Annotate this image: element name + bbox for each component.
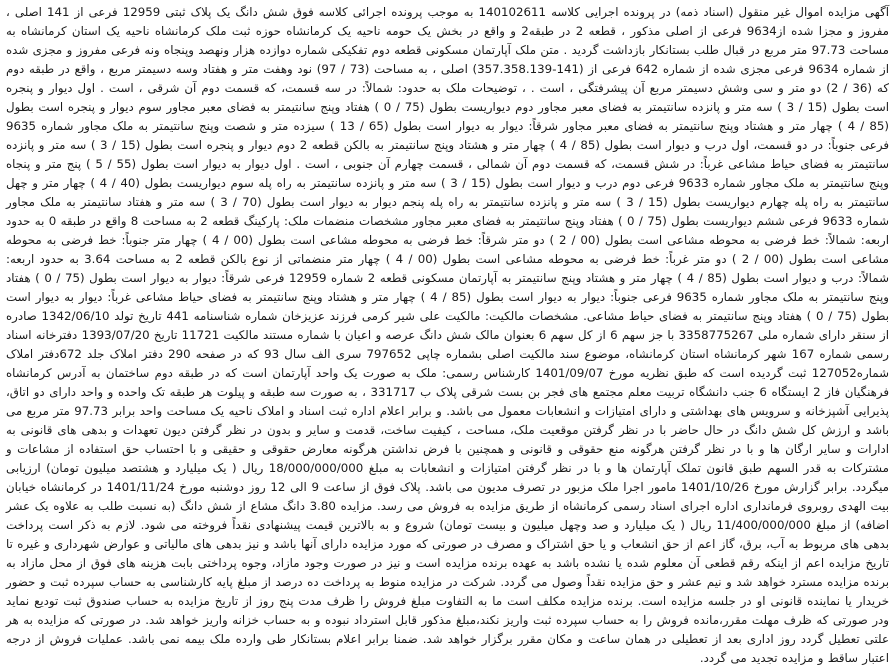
auction-notice-text: آگهی مزایده اموال غیر منقول (اسناد ذمه) در پرونده اجرایی کلاسه 140102611 به موجب پرونده اجرائی کلاسه فوق شش دانگ یک پلاک ثبتی 12959 فرعی از 141 اصلی ، مفروز و مجزا شده از9634 فرعی از اصلی مذکور ، قطعه 2 در طبقه2 و واقع در بخش یک حومه ناحیه یک کرمانشاه حوزه ثبت ملک کرمانشاه ناحیه یک استان کرمانشاه به مساحت 97.73 متر مربع در قبال طلب بستانکار بازداشت گردید . متن ملک آپارتمان مسکونی قطعه دوم تفکیکی شماره دوازده هزار ونهصد وپنجاه ونه فرعی مفروز و مجزی شده از شماره 9634 فرعی مجزی شده از شماره 642 فرعی از (141-357.358.139) اصلی ، به مساحت (73 / 97) نود وهفت متر و هفتاد وسه دسیمتر مربع ، واقع در طبقه دوم که (36 / 2) دو متر و سی وشش دسیمتر مربع آن پیشرفتگی ، است . ، توضیحات ملک به حدود: شمالاً: در سه قسمت، که قسمت دوم آن شرقی ، است . اول دیوار و پنجره است بطول (15 / 3 ) سه متر و پانزده سانتیمتر به فضای معبر مجاور دوم دیواریست بطول (75 / 0 ) هفتاد وپنج سانتیمتر به فضای معبر مجاور سوم دیوار و پنجره است بطول (85 / 4 ) چهار متر و هشتاد وپنج سانتیمتر به فضای معبر مجاور شرقاً: دیوار به دیوار است بطول (65 / 13 ) سیزده متر و شصت وپنج سانتیمتر به ملک مجاور شماره 9635 فرعی جنوباً: در دو قسمت، اول درب و دیوار است بطول (85 / 4 ) چهار متر و هشتاد وپنج سانتیمتر به بالکن قطعه 2 دوم دیوار و پنجره است بطول (15 / 3 ) سه متر و پانزده سانتیمتر به فضای حیاط مشاعی غرباً: در شش قسمت، که قسمت دوم آن شمالی ، قسمت چهارم آن جنوبی ، است . اول دیوار به دیوار است بطول (55 / 5 ) پنج متر و پنجاه وپنج سانتیمتر به ملک مجاور شماره 9633 فرعی دوم درب و دیوار است بطول (15 / 3 ) سه متر و پانزده سانتیمتر به راه پله سوم دیواریست بطول (40 / 4 ) چهار متر و چهل سانتیمتر به راه پله چهارم دیواریست بطول (15 / 3 ) سه متر و پانزده سانتیمتر به راه پله پنجم دیوار به دیوار است بطول (70 / 3 ) سه متر و هفتاد سانتیمتر به ملک مجاور شماره 9633 فرعی ششم دیواریست بطول (75 / 0 ) هفتاد وپنج سانتیمتر به فضای معبر مجاور مشخصات منضمات ملک: پارکینگ قطعه 2 به مساحت 8 واقع در طبقه 0 به حدود اربعه: شمالاً: خط فرضی به محوطه مشاعی است بطول (00 / 2 ) دو متر شرقاً: خط فرضی به محوطه مشاعی است بطول (00 / 4 ) چهار متر جنوباً: خط فرضی به محوطه مشاعی است بطول (00 / 2 ) دو متر غرباً: خط فرضی به محوطه مشاعی است بطول (00 / 4 ) چهار متر منضماتی از نوع بالکن قطعه 2 به مساحت 3.64 به حدود اربعه: شمالاً: درب و دیوار است بطول (85 / 4 ) چهار متر و هشتاد وپنج سانتیمتر به آپارتمان مسکونی قطعه 2 شماره 12959 فرعی شرقاً: دیوار به دیوار است بطول (75 / 0 ) هفتاد وپنج سانتیمتر به ملک مجاور شماره 9635 فرعی جنوباً: دیوار به دیوار است بطول (85 / 4 ) چهار متر و هشتاد وپنج سانتیمتر به فضای حیاط مشاعی غرباً: دیوار به دیوار است بطول (75 / 0 ) هفتاد وپنج سانتیمتر به فضای حیاط مشاعی. مشخصات مالکیت: مالکیت علی شیر کرمی فرزند عزیزخان شماره شناسنامه 441 تاریخ تولد 1342/06/10 صادره از سنقر دارای شماره ملی 3358775267 با جز سهم 6 از کل سهم 6 بعنوان مالک شش دانگ عرصه و اعیان با شماره مستند مالکیت 11721 تاریخ 1393/07/20 دفترخانه اسناد رسمی شماره 167 شهر کرمانشاه استان کرمانشاه، موضوع سند مالکیت اصلی بشماره چاپی 797652 سری الف سال 93 که در صفحه 290 دفتر املاک جلد 672دفتر املاک شماره127052 ثبت گردیده است که طبق نظریه مورخ 1401/09/07 کارشناس رسمی: ملک به صورت یک واحد آپارتمان است که در طبقه دوم ساختمان به آدرس کرمانشاه فرهنگیان فاز 2 ایستگاه 6 جنب دانشگاه تربیت معلم مجتمع های فجر بن بست شرقی پلاک ب 331717 ، به صورت سه طبقه و پیلوت هر طبقه تک واحده و واحد دارای دو اتاق، پذیرایی آشپزخانه و سرویس های بهداشتی و دارای امتیازات و انشعابات معمول می باشد. و برابر اعلام اداره ثبت اسناد و املاک ناحیه یک مساحت واحد برابر 97.73 متر مربع می باشد و ارزش کل شش دانگ در حال حاضر با در نظر گرفتن موقعیت ملک، مساحت ، کیفیت ساخت، قدمت و سایر و بدون در نظر گرفتن دیون تعهدات و بدهی های قانونی به ادارات و سایر ارگان ها و با در نظر گرفتن هرگونه منع حقوقی و قانونی و همچنین با فرض نداشتن هرگونه معارض حقوقی و حقیقی و با احتساب حق استفاده از مشاعات و مشترکات به قدر السهم طبق قانون تملک آپارتمان ها و با در نظر گرفتن امتیازات و انشعابات به مبلغ 18/000/000/000 ریال ( یک میلیارد و هشتصد میلیون تومان) ارزیابی میگردد. برابر گزارش مورخ 1401/10/26 مامور اجرا ملک مزبور در تصرف مدیون می باشد. پلاک فوق از ساعت 9 الی 12 روز دوشنبه مورخ 1401/11/24 در کرمانشاه خیابان بیت الهدی روبروی فرمانداری اداره اجرای اسناد رسمی کرمانشاه از طریق مزایده به فروش می رسد. مزایده 3.80 دانگ مشاع از شش دانگ (به نسبت طلب به علاوه یک عشر اضافه) از مبلغ 11/400/000/000 ریال ( یک میلیارد و صد وچهل میلیون و بیست تومان) شروع و به بالاترین قیمت پیشنهادی نقداً فروخته می شود. لازم به ذکر است پرداخت بدهی های مربوط به آب، برق، گاز اعم از حق انشعاب و یا حق اشتراک و مصرف در صورتی که مورد مزایده دارای آنها باشد و نیز بدهی های مالیاتی و عوارض شهرداری و غیره تا تاریخ مزایده اعم از اینکه رقم قطعی آن معلوم شده یا نشده باشد به عهده برنده مزایده است و نیز در صورت وجود مازاد، وجوه پرداختی بابت هزینه های فوق از محل مازاد به برنده مزایده مسترد خواهد شد و نیم عشر و حق مزایده نقداً وصول می گردد. شرکت در مزایده منوط به پرداخت ده درصد از مبلغ پایه کارشناسی به حساب سپرده ثبت و حضور خریدار یا نماینده قانونی او در جلسه مزایده است. برنده مزایده مکلف است ما به التفاوت مبلغ فروش را ظرف مدت پنج روز از تاریخ مزایده به حساب صندوق ثبت تودیع نماید ودر صورتی که ظرف مهلت مقرر،مانده فروش را به حساب سپرده ثبت واریز نکند،مبلغ مذکور قابل استرداد نبوده و به حساب خزانه واریز خواهد شد. در صورتی که مزایده به هر علتی تعطیل گردد روز اداری بعد از تعطیلی در همان ساعت و مکان مقرر برگزار خواهد شد. ضمنا برابر اعلام بستانکار طی وارده ملک بیمه نمی باشد. عملیات فروش از درجه اعتبار ساقط و مزایده تجدید می گردد.: [6, 5, 890, 665]
